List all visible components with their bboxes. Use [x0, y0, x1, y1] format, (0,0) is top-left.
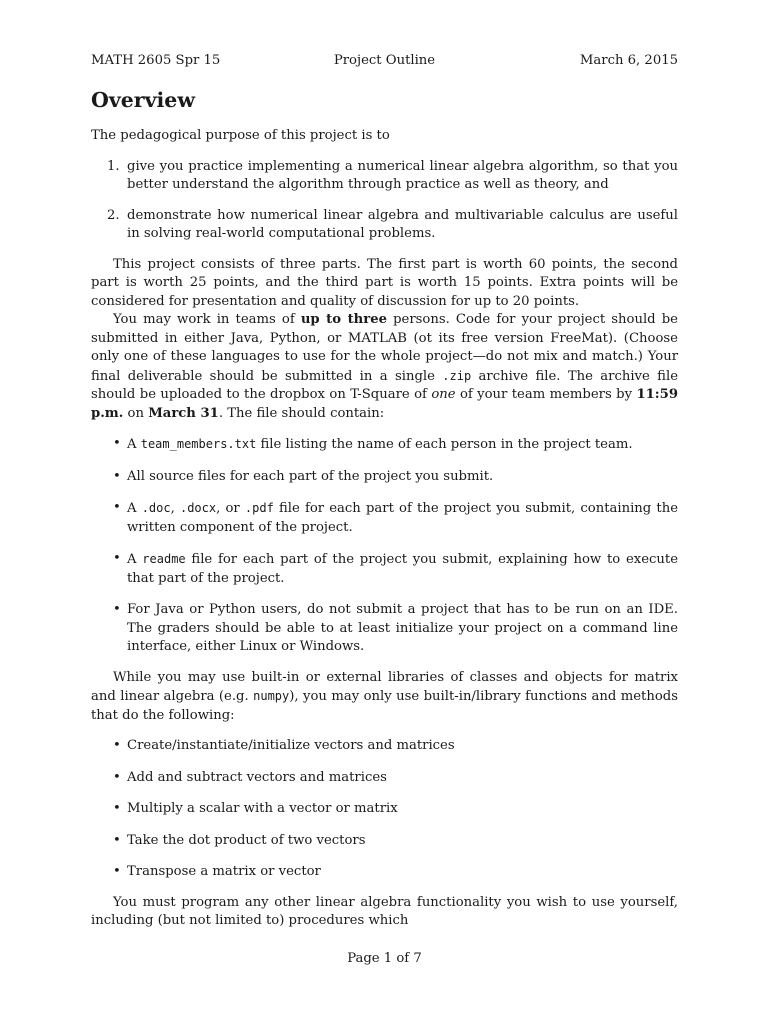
text-run: file listing the name of each person in the project team. [256, 437, 633, 452]
code-zip: .zip [442, 368, 472, 383]
list-item [91, 499, 678, 537]
list-item [91, 800, 678, 819]
text-run: archive file. The archive file should be uploaded to the dropbox on T-Square of [91, 368, 678, 402]
text-run: , [170, 501, 180, 516]
text-run: A [127, 437, 141, 452]
bullet-marker: • [113, 832, 121, 848]
bullet-marker: • [113, 864, 121, 879]
bullet-marker: • [113, 769, 121, 785]
text-run: Create/instantiate/initialize vectors and matrices [127, 738, 455, 753]
text-run: Transpose a matrix or vector [127, 864, 321, 879]
emphasis-deadline-time: 11:59 p.m. [91, 387, 679, 421]
code-filename: team_members.txt [140, 437, 257, 451]
text-run: file for each part of the project you submit, explaining how to execute that part of the project. [127, 552, 678, 586]
text-run: Take the dot product of two vectors [127, 832, 366, 848]
code-library: numpy [253, 689, 290, 703]
text-run: A [127, 501, 142, 516]
text-run: A [127, 552, 143, 567]
deliverables-list [91, 435, 678, 657]
parts-paragraph: This project consists of three parts. The first part is worth 60 points, the second part is worth 25 points, and the third part is worth 15 points. Extra points will be considered for presentation and quality of discussion for up to 20 points. [91, 256, 678, 309]
text-run: For Java or Python users, do not submit a project that has to be run on an IDE. The graders should be able to at least initialize your project on a command line interface, either Linux or Windows. [127, 602, 678, 654]
list-item [91, 468, 678, 487]
document-page [91, 0, 678, 1024]
purpose-text: demonstrate how numerical linear algebra and multivariable calculus are useful in solving real-world computational problems. [127, 207, 678, 241]
text-run: You may work in teams of [113, 312, 301, 327]
text-run: Add and subtract vectors and matrices [127, 769, 387, 785]
page-footer: Page 1 of 7 [347, 951, 422, 966]
bullet-marker: • [113, 801, 121, 816]
text-run: , or [216, 501, 245, 516]
page-header [91, 53, 678, 73]
code-ext: .doc [141, 501, 171, 515]
bullet-marker: • [113, 436, 121, 451]
list-item [91, 769, 678, 788]
bullet-marker: • [113, 602, 121, 617]
list-item [91, 435, 678, 455]
purpose-text: give you practice implementing a numerical linear algebra algorithm, so that you better understand the algorithm through practice as well as theory, and [127, 158, 678, 192]
text-run: ), you may only use built-in/library functions and methods that do the following: [91, 689, 678, 723]
emphasis-deadline-date: March 31 [148, 405, 219, 421]
header-title: Project Outline [333, 53, 436, 68]
list-number: 1. [107, 158, 120, 174]
text-run: All source files for each part of the project you submit. [127, 468, 494, 484]
list-item [91, 863, 678, 882]
code-ext: .docx [179, 501, 217, 515]
purpose-item [91, 207, 678, 244]
bullet-marker: • [113, 551, 121, 566]
section-title: Overview [91, 88, 196, 112]
text-run: on [123, 405, 149, 421]
header-course: MATH 2605 Spr 15 [91, 53, 221, 68]
list-item [91, 550, 678, 588]
document-body [91, 127, 678, 931]
closing-paragraph: You must program any other linear algebra functionality you wish to use yourself, including (but not limited to) procedures which [91, 894, 678, 928]
header-date: March 6, 2015 [579, 53, 678, 68]
list-number: 2. [107, 207, 120, 223]
purpose-item [91, 158, 678, 195]
text-run: While you may use built-in or external libraries of classes and objects for matrix and linear algebra (e.g. [91, 669, 678, 704]
allowed-functions-list [91, 737, 678, 882]
purpose-list [91, 158, 678, 244]
list-item [91, 601, 678, 657]
text-run: . The file should contain: [218, 405, 385, 421]
emphasis-one: one [431, 387, 456, 402]
code-ext: .pdf [244, 501, 274, 515]
bullet-marker: • [113, 468, 121, 484]
text-run: of your team members by [455, 387, 637, 402]
text-run: Multiply a scalar with a vector or matrix [127, 801, 398, 816]
teams-paragraph [91, 311, 678, 423]
list-item [91, 737, 678, 756]
intro-paragraph: The pedagogical purpose of this project is to [91, 128, 390, 143]
list-item [91, 832, 678, 851]
code-filename: readme [142, 552, 186, 566]
bullet-marker: • [113, 500, 121, 515]
text-run: persons. Code for your project should be submitted in either Java, Python, or MATLAB (ot its free version FreeMat). (Choose only one of these languages to use for the whole project—do not mix and match.) Your final deliverable should be submitted in a single [91, 312, 678, 384]
bullet-marker: • [113, 738, 121, 753]
libraries-paragraph [91, 669, 678, 726]
text-run: file for each part of the project you submit, containing the written component of the project. [127, 501, 678, 535]
emphasis-team-size: up to three [300, 312, 387, 327]
